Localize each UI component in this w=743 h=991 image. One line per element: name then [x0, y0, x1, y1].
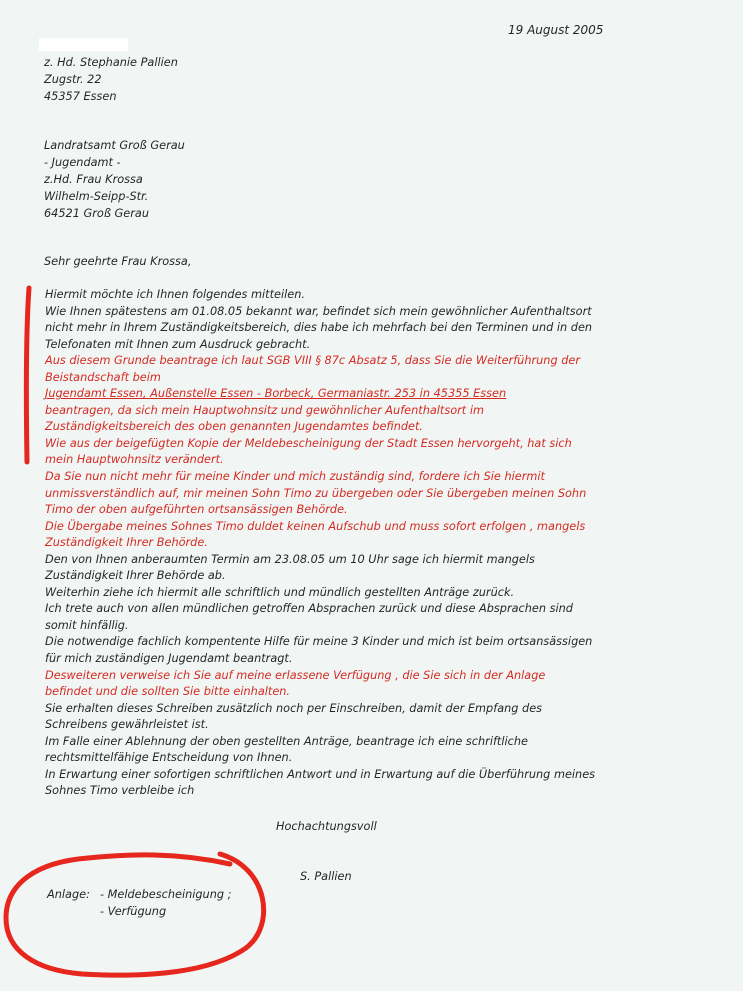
sender-line: 45357 Essen: [44, 90, 117, 103]
recipient-line: Landratsamt Groß Gerau: [44, 139, 185, 152]
body-line: Sohnes Timo verbleibe ich: [45, 784, 195, 798]
body-line: beantragen, da sich mein Hauptwohnsitz und gewöhnlicher Aufenthaltsort im: [45, 403, 484, 417]
body-line: somit hinfällig.: [45, 618, 129, 632]
body-line: Die Übergabe meines Sohnes Timo duldet keinen Aufschub und muss sofort erfolgen , mangels: [45, 519, 586, 533]
body-line: nicht mehr in Ihrem Zuständigkeitsbereich, dies habe ich mehrfach bei den Terminen und in den: [45, 321, 593, 335]
enclosures-list: [100, 886, 231, 920]
letter-body: [45, 287, 595, 800]
signature: S. Pallien: [300, 870, 352, 883]
recipient-line: 64521 Groß Gerau: [44, 207, 149, 220]
body-line: Desweiteren verweise ich Sie auf meine erlassene Verfügung , die Sie sich in der Anlage: [45, 668, 546, 682]
body-line: Den von Ihnen anberaumten Termin am 23.08.05 um 10 Uhr sage ich hiermit mangels: [45, 552, 535, 566]
body-line: In Erwartung einer sofortigen schriftlichen Antwort und in Erwartung auf die Überführung meines: [45, 767, 596, 781]
sender-address: [44, 54, 178, 105]
body-line: Zuständigkeit Ihrer Behörde ab.: [45, 569, 226, 583]
redacted-name-block: [39, 38, 128, 51]
body-line: Wie aus der beigefügten Kopie der Meldebescheinigung der Stadt Essen hervorgeht, hat sich: [45, 436, 572, 450]
body-line: Die notwendige fachlich kompentente Hilfe für meine 3 Kinder und mich ist beim ortsansässigen: [45, 635, 593, 649]
body-line: Sie erhalten dieses Schreiben zusätzlich noch per Einschreiben, damit der Empfang des: [45, 701, 543, 715]
body-line: für mich zuständigen Jugendamt beantragt.: [45, 652, 293, 666]
letter-date: 19 August 2005: [508, 23, 604, 37]
body-line: Weiterhin ziehe ich hiermit alle schriftlich und mündlich gestellten Anträge zurück.: [45, 585, 515, 599]
salutation: Sehr geehrte Frau Krossa,: [44, 255, 192, 268]
body-line: Ich trete auch von allen mündlichen getroffen Absprachen zurück und diese Absprachen sind: [45, 602, 573, 616]
body-line: Im Falle einer Ablehnung der oben gestellten Anträge, beantrage ich eine schriftliche: [45, 734, 528, 748]
body-line: Aus diesem Grunde beantrage ich laut SGB VIII § 87c Absatz 5, dass Sie die Weiterführung der: [45, 354, 580, 368]
body-line: Beistandschaft beim: [45, 370, 161, 384]
body-line: befindet und die sollten Sie bitte einhalten.: [45, 685, 291, 699]
enclosure-item: - Meldebescheinigung ;: [100, 888, 232, 901]
body-line: Telefonaten mit Ihnen zum Ausdruck gebracht.: [45, 337, 311, 351]
body-line: Schreibens gewährleistet ist.: [45, 718, 209, 732]
recipient-line: Wilhelm-Seipp-Str.: [44, 190, 149, 203]
recipient-line: - Jugendamt -: [44, 156, 121, 169]
body-line: mein Hauptwohnsitz verändert.: [45, 453, 224, 467]
closing: Hochachtungsvoll: [276, 820, 377, 833]
body-line: unmissverständlich auf, mir meinen Sohn Timo zu übergeben oder Sie übergeben meinen Sohn: [45, 486, 587, 500]
body-line: Da Sie nun nicht mehr für meine Kinder und mich zuständig sind, fordere ich Sie hiermit: [45, 470, 545, 484]
body-line: Timo der oben aufgeführten ortsansässigen Behörde.: [45, 503, 348, 517]
body-line: Wie Ihnen spätestens am 01.08.05 bekannt war, befindet sich mein gewöhnlicher Aufenthaltsort: [45, 304, 592, 318]
sender-line: z. Hd. Stephanie Pallien: [44, 56, 178, 69]
body-line: Zuständigkeitsbereich des oben genannten Jugendamtes befindet.: [45, 420, 424, 434]
body-line: Hiermit möchte ich Ihnen folgendes mitteilen.: [45, 288, 305, 301]
margin-bracket-mark: [26, 288, 29, 462]
sender-line: Zugstr. 22: [44, 73, 102, 86]
enclosures-label: Anlage:: [47, 888, 90, 901]
body-line: Jugendamt Essen, Außenstelle Essen - Borbeck, Germaniastr. 253 in 45355 Essen: [45, 387, 507, 401]
enclosure-item: - Verfügung: [100, 905, 167, 918]
recipient-address: [44, 137, 185, 222]
body-line: rechtsmittelfähige Entscheidung von Ihnen.: [45, 751, 293, 765]
recipient-line: z.Hd. Frau Krossa: [44, 173, 143, 186]
body-line: Zuständigkeit Ihrer Behörde.: [45, 536, 208, 550]
